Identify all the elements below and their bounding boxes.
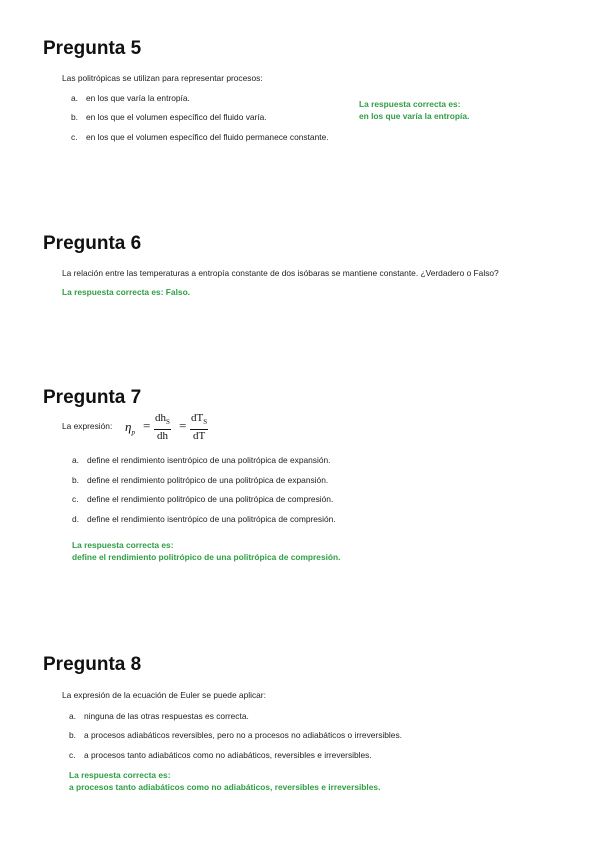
option-letter: a. bbox=[72, 455, 79, 465]
option-letter: a. bbox=[69, 711, 76, 721]
question-5-title: Pregunta 5 bbox=[43, 38, 142, 59]
question-8-option-b bbox=[69, 730, 402, 740]
formula-equals-1: = bbox=[143, 418, 151, 433]
correct-answer-text: en los que varía la entropía. bbox=[359, 111, 470, 121]
option-text: define el rendimiento isentrópico de una politrópica de compresión. bbox=[87, 514, 336, 524]
question-7-option-b bbox=[72, 475, 328, 485]
option-text: define el rendimiento politrópico de una politrópica de expansión. bbox=[87, 475, 329, 485]
option-letter: b. bbox=[69, 730, 76, 740]
correct-answer-text: a procesos tanto adiabáticos como no adiabáticos, reversibles e irreversibles. bbox=[69, 782, 381, 792]
question-5-option-b bbox=[71, 112, 267, 122]
question-5-option-a bbox=[71, 93, 190, 103]
question-5-option-c bbox=[71, 132, 329, 142]
option-text: ninguna de las otras respuestas es correcta. bbox=[84, 711, 249, 721]
option-letter: c. bbox=[69, 750, 76, 760]
question-6-stem: La relación entre las temperaturas a entropía constante de dos isóbaras se mantiene constante. ¿Verdadero o Falso? bbox=[62, 268, 499, 278]
option-letter: a. bbox=[71, 93, 78, 103]
option-text: a procesos adiabáticos reversibles, pero no a procesos no adiabáticos o irreversibles. bbox=[84, 730, 402, 740]
question-7-option-a bbox=[72, 455, 331, 465]
correct-answer-label: La respuesta correcta es: bbox=[69, 770, 171, 780]
option-text: define el rendimiento isentrópico de una politrópica de expansión. bbox=[87, 455, 331, 465]
formula-symbol: $\eta_p$ bbox=[125, 419, 135, 437]
question-8-correct-answer bbox=[69, 769, 380, 793]
question-7-title: Pregunta 7 bbox=[43, 387, 142, 408]
formula-equals-2: = bbox=[179, 418, 187, 433]
option-text: define el rendimiento politrópico de una politrópica de compresión. bbox=[87, 494, 334, 504]
question-6-title: Pregunta 6 bbox=[43, 233, 142, 254]
option-letter: b. bbox=[72, 475, 79, 485]
correct-answer-label: La respuesta correcta es: bbox=[359, 99, 461, 109]
option-text: en los que el volumen específico del fluido varía. bbox=[86, 112, 267, 122]
question-7-option-d bbox=[72, 514, 336, 524]
question-8-stem: La expresión de la ecuación de Euler se puede aplicar: bbox=[62, 690, 266, 700]
correct-answer-label: La respuesta correcta es: bbox=[72, 540, 174, 550]
question-5-correct-answer bbox=[359, 98, 469, 122]
option-text: a procesos tanto adiabáticos como no adiabáticos, reversibles e irreversibles. bbox=[84, 750, 372, 760]
formula-fraction-2: $dT_S$ dT bbox=[191, 412, 208, 443]
question-5-stem: Las politrópicas se utilizan para representar procesos: bbox=[62, 73, 263, 83]
question-8-title: Pregunta 8 bbox=[43, 654, 142, 675]
question-8-option-a bbox=[69, 711, 249, 721]
option-letter: d. bbox=[72, 514, 79, 524]
option-letter: c. bbox=[72, 494, 79, 504]
question-6-correct-answer: La respuesta correcta es: Falso. bbox=[62, 287, 191, 297]
question-7-correct-answer bbox=[72, 539, 341, 563]
correct-answer-text: define el rendimiento politrópico de una politrópica de compresión. bbox=[72, 552, 341, 562]
question-7-option-c bbox=[72, 494, 333, 504]
option-text: en los que varía la entropía. bbox=[86, 93, 190, 103]
option-letter: c. bbox=[71, 132, 78, 142]
formula-fraction-1: $dh_S$ dh bbox=[155, 412, 170, 443]
question-8-option-c bbox=[69, 750, 372, 760]
option-text: en los que el volumen específico del fluido permanece constante. bbox=[86, 132, 329, 142]
question-7-stem: La expresión: bbox=[62, 421, 113, 431]
option-letter: b. bbox=[71, 112, 78, 122]
